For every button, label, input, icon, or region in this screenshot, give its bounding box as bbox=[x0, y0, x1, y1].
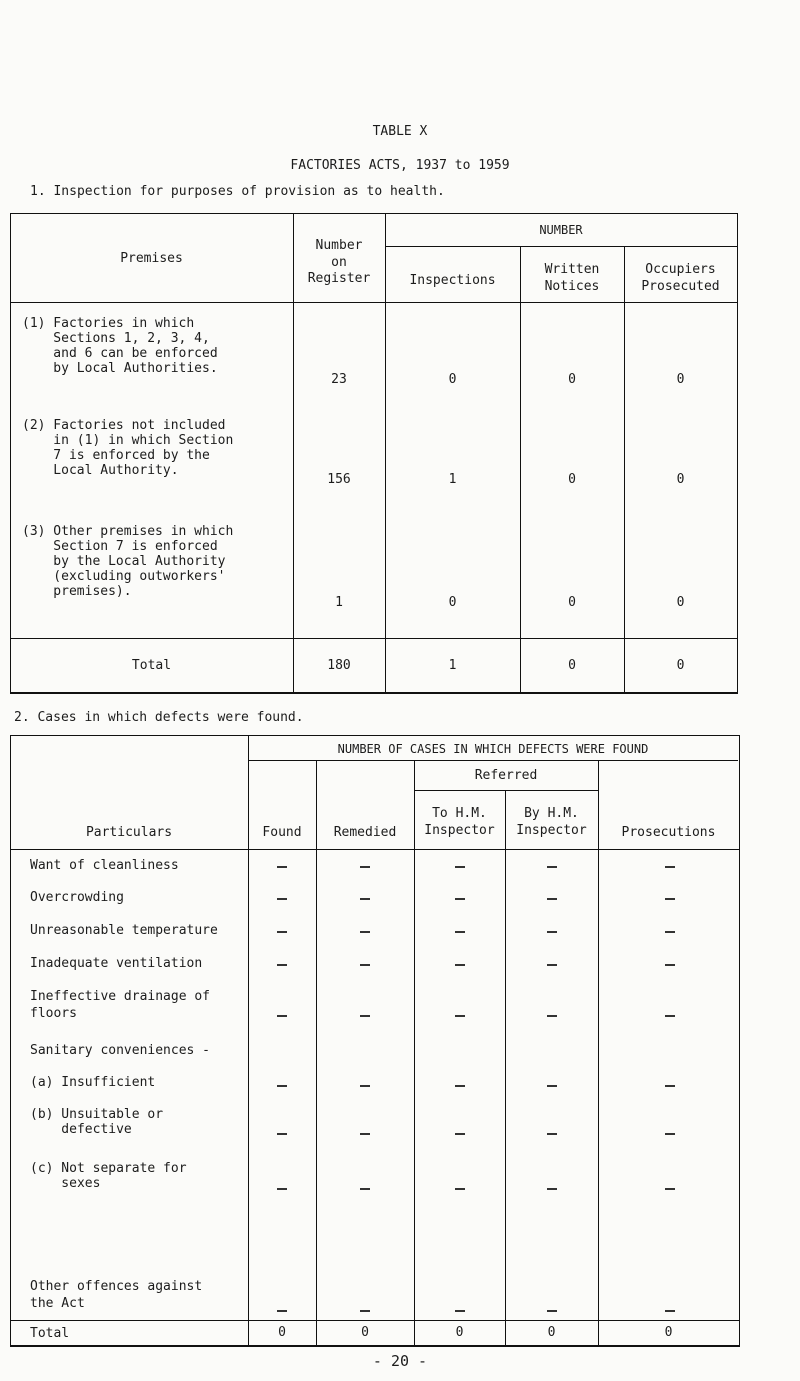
to-hm-dash bbox=[455, 866, 465, 868]
total-register: 180 bbox=[327, 658, 351, 673]
col-remedied: Remedied bbox=[333, 825, 397, 840]
row-label: (a) Insufficient bbox=[30, 1075, 156, 1090]
col-notices-1: Written bbox=[544, 262, 600, 277]
to-hm-dash bbox=[455, 898, 465, 900]
remedied-dash bbox=[360, 898, 370, 900]
prosecutions-dash bbox=[665, 1015, 675, 1017]
by-hm-dash bbox=[547, 1188, 557, 1190]
col-to-hm-2: Inspector bbox=[424, 823, 495, 838]
found-dash bbox=[277, 1085, 287, 1087]
remedied-dash bbox=[360, 866, 370, 868]
prosecutions-dash bbox=[665, 898, 675, 900]
prosecutions-dash bbox=[665, 1133, 675, 1135]
to-hm-dash bbox=[455, 1188, 465, 1190]
row-label: Sanitary conveniences - bbox=[30, 1043, 211, 1058]
remedied-dash bbox=[360, 1133, 370, 1135]
row-label: Inadequate ventilation bbox=[30, 956, 203, 971]
col-number: NUMBER bbox=[539, 223, 583, 237]
to-hm-dash bbox=[455, 931, 465, 933]
col-by-hm-2: Inspector bbox=[516, 823, 587, 838]
by-hm-dash bbox=[547, 1310, 557, 1312]
page-number: - 20 - bbox=[372, 1352, 428, 1370]
remedied-dash bbox=[360, 1188, 370, 1190]
row-label: (1) Factories in which Sections 1, 2, 3, 4, and 6 can be enforced by Local Authorities. bbox=[22, 316, 218, 376]
by-hm-dash bbox=[547, 1085, 557, 1087]
prosecutions-dash bbox=[665, 866, 675, 868]
prosecutions-dash bbox=[665, 964, 675, 966]
remedied-dash bbox=[360, 964, 370, 966]
notices-value: 0 bbox=[568, 372, 576, 387]
col-inspections: Inspections bbox=[409, 273, 496, 288]
total-prosecuted: 0 bbox=[676, 658, 685, 673]
total-found: 0 bbox=[278, 1325, 286, 1340]
total-prosecutions: 0 bbox=[664, 1325, 673, 1340]
section1-heading: 1. Inspection for purposes of provision as to health. bbox=[30, 184, 445, 199]
remedied-dash bbox=[360, 1015, 370, 1017]
col-prosecuted-1: Occupiers bbox=[645, 262, 716, 277]
row-label: Overcrowding bbox=[30, 890, 124, 905]
row-label: (b) Unsuitable or defective bbox=[30, 1107, 164, 1137]
to-hm-dash bbox=[455, 1085, 465, 1087]
prosecuted-value: 0 bbox=[676, 372, 685, 387]
by-hm-dash bbox=[547, 866, 557, 868]
found-dash bbox=[277, 931, 287, 933]
by-hm-dash bbox=[547, 1015, 557, 1017]
col-to-hm-1: To H.M. bbox=[432, 806, 487, 821]
prosecuted-value: 0 bbox=[676, 595, 685, 610]
col-found: Found bbox=[262, 825, 302, 840]
row-label: (2) Factories not included in (1) in which Section 7 is enforced by the Local Authority. bbox=[22, 418, 234, 478]
to-hm-dash bbox=[455, 964, 465, 966]
found-dash bbox=[277, 1310, 287, 1312]
by-hm-dash bbox=[547, 1133, 557, 1135]
notices-value: 0 bbox=[568, 595, 576, 610]
row-label: (c) Not separate for sexes bbox=[30, 1161, 187, 1191]
section2-heading: 2. Cases in which defects were found. bbox=[14, 710, 304, 725]
prosecutions-dash bbox=[665, 1310, 675, 1312]
remedied-dash bbox=[360, 1085, 370, 1087]
col-prosecutions: Prosecutions bbox=[621, 825, 716, 840]
row-label: Unreasonable temperature bbox=[30, 923, 218, 938]
total-label: Total bbox=[30, 1326, 70, 1341]
col-register-3: Register bbox=[307, 271, 371, 286]
found-dash bbox=[277, 898, 287, 900]
col-group-header: NUMBER OF CASES IN WHICH DEFECTS WERE FOUND bbox=[337, 742, 649, 756]
col-referred: Referred bbox=[474, 768, 538, 783]
to-hm-dash bbox=[455, 1133, 465, 1135]
col-register-1: Number bbox=[315, 238, 363, 253]
total-by-hm: 0 bbox=[547, 1325, 556, 1340]
found-dash bbox=[277, 1188, 287, 1190]
table-label: TABLE X bbox=[372, 124, 428, 139]
row-label-line1: Ineffective drainage of bbox=[30, 989, 211, 1004]
register-value: 156 bbox=[327, 472, 351, 487]
notices-value: 0 bbox=[568, 472, 576, 487]
col-register-2: on bbox=[331, 255, 347, 270]
remedied-dash bbox=[360, 931, 370, 933]
prosecutions-dash bbox=[665, 1188, 675, 1190]
row-label: (3) Other premises in which Section 7 is enforced by the Local Authority (excluding outworkers' premises). bbox=[22, 524, 234, 599]
total-notices: 0 bbox=[568, 658, 576, 673]
total-label: Total bbox=[131, 658, 172, 673]
inspections-value: 0 bbox=[448, 372, 457, 387]
col-prosecuted-2: Prosecuted bbox=[641, 279, 720, 294]
row-label-line1: Other offences against bbox=[30, 1279, 203, 1294]
by-hm-dash bbox=[547, 898, 557, 900]
by-hm-dash bbox=[547, 964, 557, 966]
acts-title: FACTORIES ACTS, 1937 to 1959 bbox=[290, 158, 510, 173]
register-value: 1 bbox=[335, 595, 343, 610]
total-to-hm: 0 bbox=[455, 1325, 464, 1340]
total-remedied: 0 bbox=[361, 1325, 369, 1340]
total-inspections: 1 bbox=[448, 658, 457, 673]
col-notices-2: Notices bbox=[544, 279, 600, 294]
row-label-line2: floors bbox=[30, 1006, 77, 1021]
by-hm-dash bbox=[547, 931, 557, 933]
found-dash bbox=[277, 964, 287, 966]
found-dash bbox=[277, 866, 287, 868]
found-dash bbox=[277, 1133, 287, 1135]
to-hm-dash bbox=[455, 1015, 465, 1017]
row-label-line2: the Act bbox=[30, 1296, 85, 1311]
col-particulars: Particulars bbox=[85, 825, 173, 840]
col-by-hm-1: By H.M. bbox=[524, 806, 579, 821]
remedied-dash bbox=[360, 1310, 370, 1312]
to-hm-dash bbox=[455, 1310, 465, 1312]
found-dash bbox=[277, 1015, 287, 1017]
prosecutions-dash bbox=[665, 1085, 675, 1087]
inspections-value: 0 bbox=[448, 595, 457, 610]
inspections-value: 1 bbox=[448, 472, 457, 487]
prosecutions-dash bbox=[665, 931, 675, 933]
prosecuted-value: 0 bbox=[676, 472, 685, 487]
col-premises: Premises bbox=[120, 251, 183, 266]
row-label: Want of cleanliness bbox=[30, 858, 179, 873]
register-value: 23 bbox=[331, 372, 347, 387]
